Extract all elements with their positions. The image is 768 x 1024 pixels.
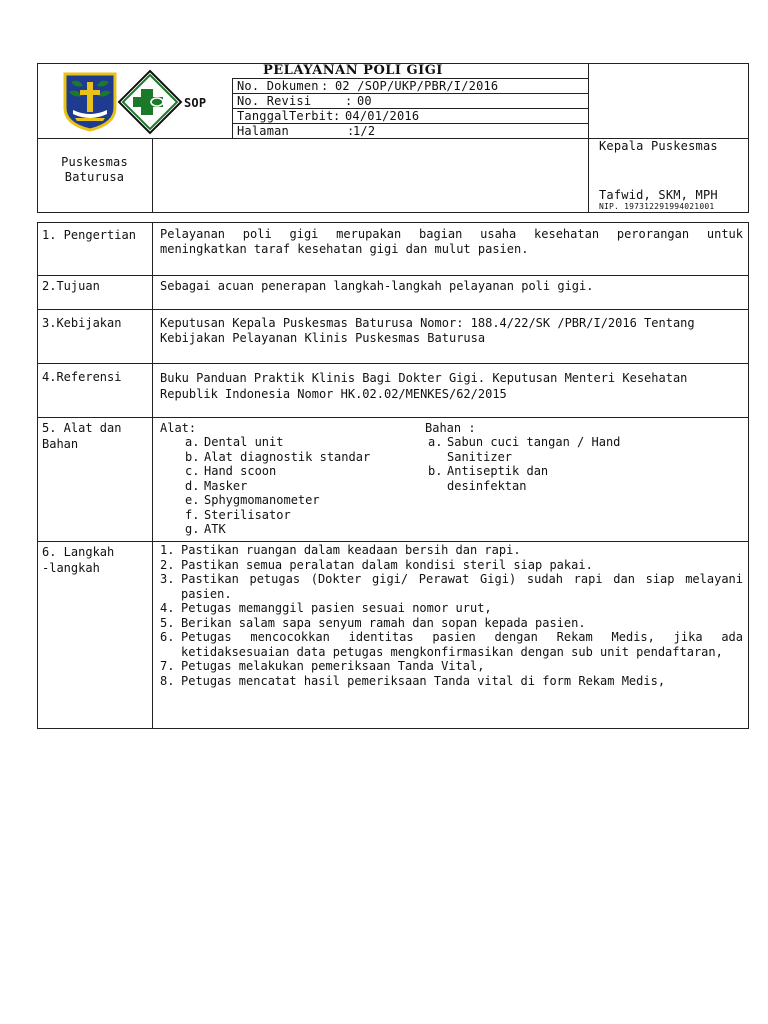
text-referensi: Buku Panduan Praktik Klinis Bagi Dokter Gigi. Keputusan Menteri Kesehatan Republik Indonesia Nomor HK.02.02/MENKES/62/2015 <box>160 371 688 401</box>
meta-sep: : <box>333 109 341 123</box>
meta-sep: : <box>347 124 355 138</box>
label-alat-bahan-line2: Bahan <box>42 437 79 451</box>
step-item: 7. Petugas melakukan pemeriksaan Tanda Vital, <box>160 659 485 673</box>
list-item: e. Sphygmomanometer <box>185 493 320 507</box>
label-kebijakan: 3.Kebijakan <box>42 316 122 330</box>
alat-heading: Alat: <box>160 421 197 435</box>
meta-value: 00 <box>357 94 372 108</box>
label-tujuan: 2.Tujuan <box>42 279 100 293</box>
meta-sep: : <box>321 79 329 93</box>
text-pengertian: Pelayanan poli gigi merupakan bagian usaha kesehatan perorangan untuk meningkatkan taraf kesehatan gigi dan mulut pasien. <box>160 227 743 256</box>
label-pengertian: 1. Pengertian <box>42 228 136 242</box>
org-name-line2: Baturusa <box>64 170 125 184</box>
step-item: 6. Petugas mencocokkan identitas pasien dengan Rekam Medis, jika ada ketidaksesuaian data petugas mengkonfirmasikan dengan sub unit pendaftaran, <box>160 630 743 659</box>
list-item: a. Dental unit <box>185 435 284 449</box>
step-item: 5. Berikan salam sapa senyum ramah dan sopan kepada pasien. <box>160 615 586 630</box>
label-referensi: 4.Referensi <box>42 370 122 384</box>
head-nip: NIP. 197312291994021001 <box>599 202 715 211</box>
list-item: d. Masker <box>185 478 248 493</box>
header-box <box>37 63 749 213</box>
meta-sep: : <box>345 94 353 108</box>
list-item: f. Sterilisator <box>185 507 291 522</box>
procedure-table <box>37 222 749 729</box>
meta-key: No. Revisi <box>237 94 312 108</box>
sop-label: SOP <box>184 96 207 110</box>
label-langkah-line1: 6. Langkah <box>42 545 115 559</box>
langkah-list <box>157 543 743 688</box>
list-item: b. Antiseptik dan desinfektan <box>428 464 549 493</box>
text-tujuan: Sebagai acuan penerapan langkah-langkah pelayanan poli gigi. <box>160 279 594 293</box>
list-item: c. Hand scoon <box>185 464 277 478</box>
meta-value: 1/2 <box>353 124 376 138</box>
puskesmas-logo-icon <box>117 69 183 135</box>
bahan-list <box>425 435 625 493</box>
step-item: 3. Pastikan petugas (Dokter gigi/ Perawat Gigi) sudah rapi dan siap melayani pasien. <box>160 572 743 601</box>
label-langkah-line2: -langkah <box>42 561 100 575</box>
meta-value: 02 /SOP/UKP/PBR/I/2016 <box>335 79 499 93</box>
alat-list <box>160 435 420 537</box>
head-title: Kepala Puskesmas <box>599 139 718 153</box>
head-name: Tafwid, SKM, MPH <box>599 188 718 202</box>
text-kebijakan: Keputusan Kepala Puskesmas Baturusa Nomor: 188.4/22/SK /PBR/I/2016 Tentang Kebijakan Pelayanan Klinis Puskesmas Baturusa <box>160 316 695 345</box>
regional-logo-icon <box>61 70 119 132</box>
bahan-heading: Bahan : <box>425 421 476 435</box>
list-item: a. Sabun cuci tangan / Hand Sanitizer <box>428 435 621 464</box>
meta-key: No. Dokumen <box>237 79 319 93</box>
org-name-line1: Puskesmas <box>61 155 128 169</box>
meta-value: 04/01/2016 <box>345 109 420 123</box>
step-item: 4. Petugas memanggil pasien sesuai nomor urut, <box>160 601 492 615</box>
document-title: PELAYANAN POLI GIGI <box>263 63 443 78</box>
list-item: b. Alat diagnostik standar <box>185 449 371 464</box>
step-item: 1. Pastikan ruangan dalam keadaan bersih dan rapi. <box>160 543 521 557</box>
meta-key: Halaman <box>237 124 289 138</box>
list-item: g. ATK <box>185 522 226 536</box>
meta-key: TanggalTerbit <box>237 109 334 123</box>
step-item: 2. Pastikan semua peralatan dalam kondisi steril siap pakai. <box>160 557 593 572</box>
step-item: 8. Petugas mencatat hasil pemeriksaan Tanda vital di form Rekam Medis, <box>160 673 666 688</box>
label-alat-bahan-line1: 5. Alat dan <box>42 421 122 435</box>
